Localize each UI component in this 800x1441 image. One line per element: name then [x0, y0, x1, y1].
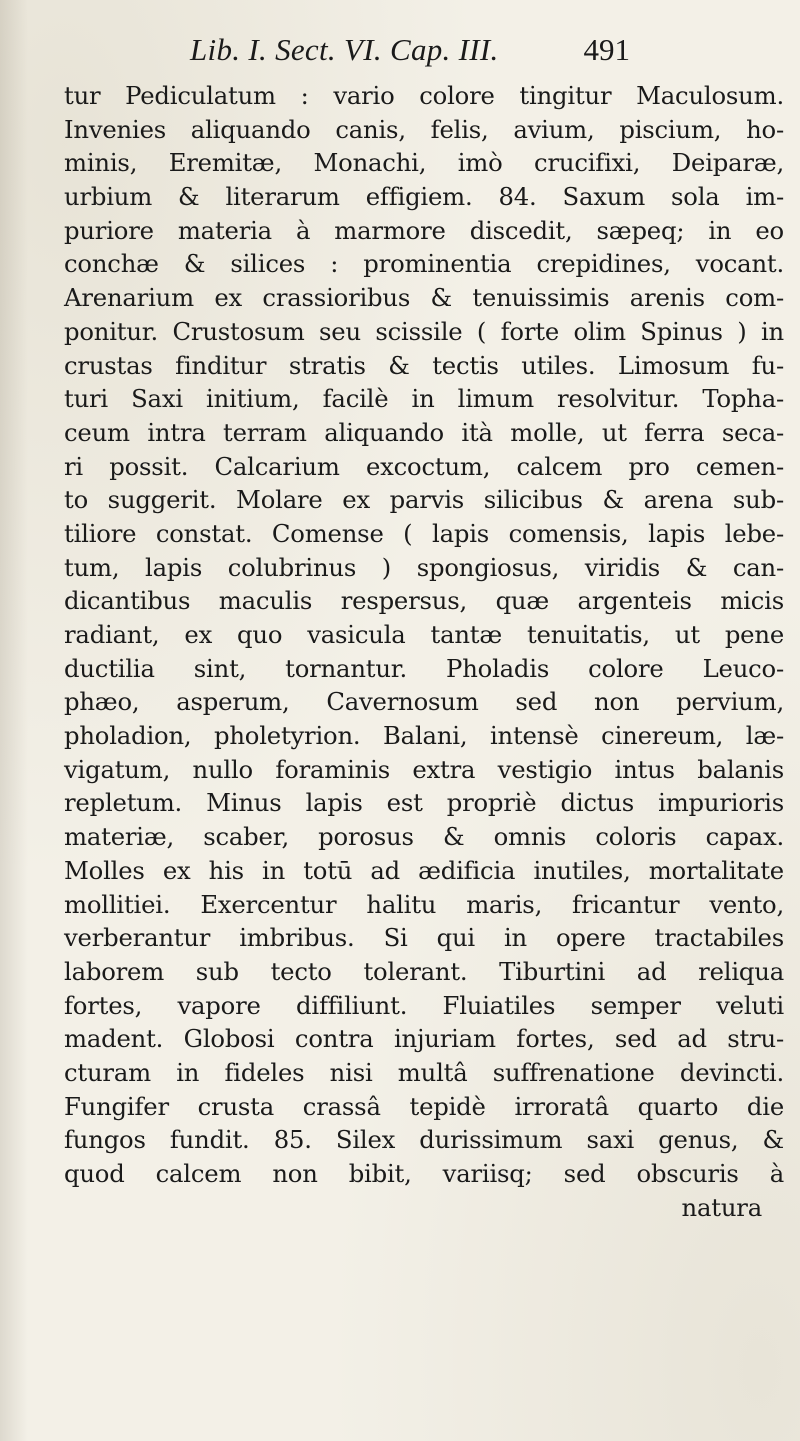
text-line: urbium & literarum effigiem. 84. Saxum sola im- — [64, 182, 784, 212]
text-line: mollitiei. Exercentur halitu maris, fricantur vento, — [64, 889, 784, 919]
text-line: ri possit. Calcarium excoctum, calcem pro cemen- — [64, 451, 784, 481]
page-edge-shadow — [0, 0, 28, 1441]
text-line: to suggerit. Molare ex parvis silicibus & arena sub- — [64, 485, 784, 515]
text-line: fungos fundit. 85. Silex durissimum saxi genus, & — [64, 1125, 784, 1155]
text-line: tur Pediculatum : vario colore tingitur Maculosum. — [64, 81, 784, 110]
page-header — [190, 30, 630, 70]
text-line: laborem sub tecto tolerant. Tiburtini ad reliqua — [64, 956, 784, 986]
body-text — [64, 79, 784, 1224]
text-line: turi Saxi initium, facilè in limum resolvitur. Topha- — [64, 384, 784, 414]
text-line: natura — [681, 1192, 762, 1222]
text-line: tum, lapis colubrinus ) spongiosus, viridis & can- — [64, 552, 784, 582]
text-line: Molles ex his in totū ad ædificia inutiles, mortalitate — [64, 855, 784, 885]
text-line: cturam in fideles nisi multâ suffrenatione devincti. — [64, 1057, 784, 1087]
text-line: dicantibus maculis respersus, quæ argenteis micis — [64, 586, 784, 616]
text-line: Invenies aliquando canis, felis, avium, piscium, ho- — [64, 114, 784, 144]
text-line: repletum. Minus lapis est propriè dictus impurioris — [64, 788, 784, 818]
text-line: conchæ & silices : prominentia crepidines, vocant. — [64, 249, 784, 279]
text-line: crustas finditur stratis & tectis utiles. Limosum fu- — [64, 350, 784, 380]
page-number: 491 — [583, 32, 630, 67]
text-line: quod calcem non bibit, variisq; sed obscuris à — [64, 1159, 784, 1188]
text-line: materiæ, scaber, porosus & omnis coloris capax. — [64, 822, 784, 852]
text-line: ceum intra terram aliquando ità molle, ut ferra seca- — [64, 417, 784, 447]
text-line: pholadion, pholetyrion. Balani, intensè cinereum, læ- — [64, 721, 784, 751]
text-line: minis, Eremitæ, Monachi, imò crucifixi, Deiparæ, — [64, 148, 784, 178]
text-line: madent. Globosi contra injuriam fortes, sed ad stru- — [64, 1024, 784, 1054]
text-line: radiant, ex quo vasicula tantæ tenuitatis, ut pene — [64, 620, 784, 649]
text-line: Arenarium ex crassioribus & tenuissimis arenis com- — [64, 283, 784, 313]
text-line: vigatum, nullo foraminis extra vestigio intus balanis — [64, 754, 784, 784]
text-line: verberantur imbribus. Si qui in opere tractabiles — [64, 923, 784, 953]
running-head: Lib. I. Sect. VI. Cap. III. — [190, 32, 499, 67]
text-line: ponitur. Crustosum seu scissile ( forte olim Spinus ) in — [64, 316, 784, 346]
text-line: ductilia sint, tornantur. Pholadis colore Leuco- — [64, 653, 784, 683]
text-line: phæo, asperum, Cavernosum sed non pervium, — [64, 687, 784, 717]
text-line: Fungifer crusta crassâ tepidè irroratâ quarto die — [64, 1091, 784, 1121]
text-line: tiliore constat. Comense ( lapis comensis, lapis lebe- — [64, 518, 784, 548]
text-line: puriore materia à marmore discedit, sæpeq; in eo — [64, 215, 784, 245]
text-line: fortes, vapore diffiliunt. Fluiatiles semper veluti — [64, 990, 784, 1020]
